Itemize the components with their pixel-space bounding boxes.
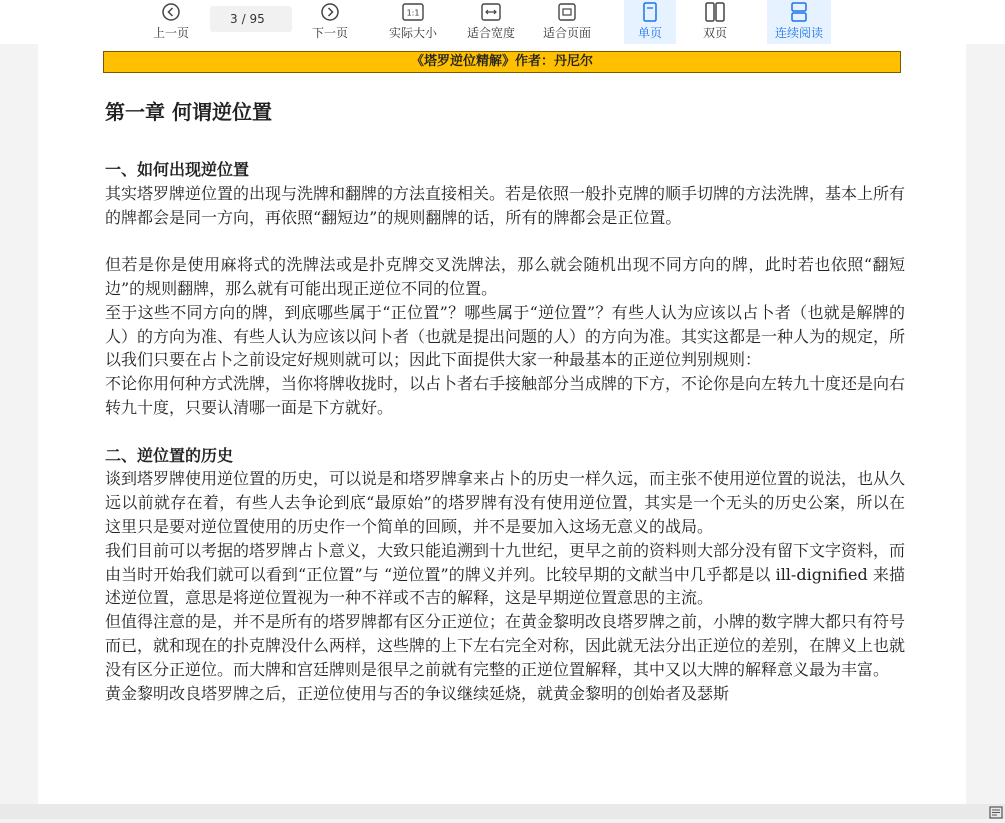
section-heading-2: 二、逆位置的历史 bbox=[105, 445, 234, 465]
actual-size-icon bbox=[402, 1, 424, 23]
actual-size-label: 实际大小 bbox=[388, 26, 437, 40]
total-pages: / 95 bbox=[241, 12, 265, 26]
prev-page-button[interactable] bbox=[148, 0, 194, 44]
actual-size-button[interactable] bbox=[384, 0, 442, 44]
next-page-button[interactable] bbox=[307, 0, 353, 44]
paragraph: 谈到塔罗牌使用逆位置的历史，可以说是和塔罗牌拿来占卜的历史一样久远，而主张不使用逆位置的说法，也从久远以前就存在着，有些人去争论到底“最原始”的塔罗牌有没有使用逆位置，其实是一个无头的历史公案，所以在这里只是要对逆位置使用的历史作一个简单的回顾，并不是要加入这场无意义的战局。 bbox=[105, 469, 906, 536]
single-page-button[interactable] bbox=[624, 0, 676, 44]
paragraph: 我们目前可以考据的塔罗牌占卜意义，大致只能追溯到十九世纪，更早之前的资料则大部分没有留下文字资料，而由当时开始我们就可以看到“正位置”与 “逆位置”的牌义并列。比较早期的文献当中几乎都是以 ill-dignified 来描述逆位置，意思是将逆位置视为一种不祥或不吉的解释，这是早期逆位置意思的主流。 bbox=[105, 540, 906, 608]
chevron-right-circle-icon bbox=[320, 1, 340, 23]
spacer bbox=[105, 420, 905, 444]
section-heading-1: 一、如何出现逆位置 bbox=[105, 160, 250, 179]
single-page-icon bbox=[642, 1, 658, 23]
continuous-reading-label: 连续阅读 bbox=[774, 26, 823, 40]
body-text bbox=[105, 158, 905, 705]
paragraph: 其实塔罗牌逆位置的出现与洗牌和翻牌的方法直接相关。若是依照一般扑克牌的顺手切牌的方法洗牌，基本上所有的牌都会是同一方向，再依照“翻短边”的规则翻牌的话，所有的牌都会是正位置。 bbox=[105, 183, 906, 227]
continuous-reading-button[interactable] bbox=[767, 0, 831, 44]
paragraph: 至于这些不同方向的牌，到底哪些属于“正位置”？哪些属于“逆位置”？有些人认为应该以占卜者（也就是解牌的人）的方向为准、有些人认为应该以问卜者（也就是提出问题的人）的方向为准。其实这都是一种人为的规定，所以我们只要在占卜之前设定好规则就可以；因此下面提供大家一种最基本的正逆位判别规则： bbox=[105, 302, 906, 370]
fit-page-label: 适合页面 bbox=[542, 26, 591, 40]
continuous-reading-icon bbox=[789, 1, 809, 23]
fit-page-icon bbox=[557, 1, 577, 23]
prev-page-label: 上一页 bbox=[152, 26, 189, 40]
document-info-icon[interactable] bbox=[989, 804, 1003, 817]
paragraph: 黄金黎明改良塔罗牌之后，正逆位使用与否的争议继续延烧，就黄金黎明的创始者及瑟斯 bbox=[105, 683, 730, 703]
spacer bbox=[105, 229, 905, 253]
page-number-field[interactable] bbox=[210, 6, 292, 32]
chevron-left-circle-icon bbox=[161, 1, 181, 23]
chapter-title: 第一章 何谓逆位置 bbox=[105, 100, 272, 124]
double-page-label: 双页 bbox=[702, 26, 727, 40]
document-page bbox=[38, 44, 966, 804]
paragraph: 但若是你是使用麻将式的洗牌法或是扑克牌交叉洗牌法，那么就会随机出现不同方向的牌，此时若也依照“翻短边”的规则翻牌，那么就有可能出现正逆位不同的位置。 bbox=[105, 255, 905, 298]
fit-width-icon bbox=[480, 1, 502, 23]
fit-page-button[interactable] bbox=[538, 0, 596, 44]
double-page-icon bbox=[704, 1, 726, 23]
header-banner: 《塔罗逆位精解》作者：丹尼尔 bbox=[103, 51, 901, 73]
fit-width-label: 适合宽度 bbox=[466, 26, 515, 40]
single-page-label: 单页 bbox=[637, 26, 662, 40]
toolbar bbox=[0, 0, 1005, 44]
bottom-scroll-area bbox=[0, 804, 1005, 819]
current-page-input[interactable]: 3 bbox=[230, 12, 238, 26]
double-page-button[interactable] bbox=[689, 0, 741, 44]
paragraph: 不论你用何种方式洗牌，当你将牌收拢时，以占卜者右手接触部分当成牌的下方，不论你是向左转九十度还是向右转九十度，只要认清哪一面是下方就好。 bbox=[105, 374, 906, 417]
fit-width-button[interactable] bbox=[462, 0, 520, 44]
svg-text:1:1: 1:1 bbox=[406, 8, 420, 18]
paragraph: 但值得注意的是，并不是所有的塔罗牌都有区分正逆位；在黄金黎明改良塔罗牌之前，小牌的数字牌大都只有符号而已，就和现在的扑克牌没什么两样，这些牌的上下左右完全对称，因此就无法分出正逆位的差别，在牌义上也就没有区分正逆位。而大牌和宫廷牌则是很早之前就有完整的正逆位置解释，其中又以大牌的解释意义最为丰富。 bbox=[105, 612, 906, 679]
next-page-label: 下一页 bbox=[311, 26, 348, 40]
